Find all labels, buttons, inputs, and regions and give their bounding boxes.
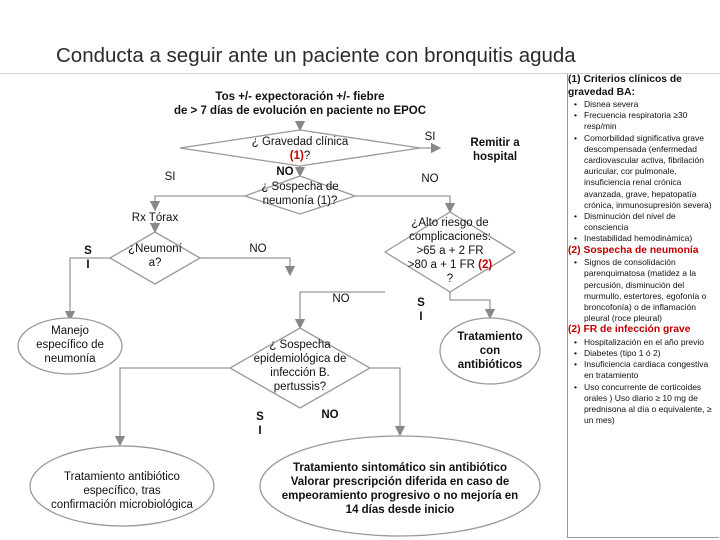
- criteria-list-neumonia: [568, 257, 719, 324]
- label-no-riesgo: NO: [332, 293, 350, 305]
- criteria-list-fr: [568, 337, 719, 427]
- criteria-item: • Signos de consolidación parenquimatosa (matidez a la percusión, disminución del murmullo, estertores, egofonía o broncofonía) o de inflamación pleural (roce pleural): [574, 257, 719, 324]
- arrow-neumonia-no: [355, 196, 450, 212]
- criteria-item: • Hospitalización en el año previo: [574, 337, 719, 348]
- criteria-list-gravedad: [568, 99, 719, 245]
- label-no-neumonia-q: NO: [421, 173, 439, 185]
- arrow-neumonia-si: [155, 196, 245, 210]
- criteria-item: • Uso concurrente de corticoides orales ) Uso diario ≥ 10 mg de prednisona al día o equivalente, ≥ un mes): [574, 382, 719, 427]
- criteria-item: • Disnea severa: [574, 99, 719, 110]
- arrow-neumonia-box-no: [200, 258, 290, 275]
- arrow-pertussis-si: [120, 368, 230, 445]
- label-si-neumonia: SI: [164, 171, 176, 183]
- riesgo-text: ¿Alto riesgo de complicaciones: >65 a + 2 FR >80 a + 1 FR (2) ?: [407, 217, 493, 285]
- rx-torax: Rx Tórax: [131, 212, 179, 224]
- criteria-heading-neumonia: (2) Sospecha de neumonía: [568, 244, 699, 256]
- criteria-heading-gravedad: (1) Criterios clínicos de gravedad BA:: [568, 74, 682, 98]
- label-no-gravedad: NO: [276, 166, 294, 178]
- criteria-item: • Comorbilidad significativa grave descompensada (enfermedad cardiovascular activa, fibrilación auricular, cor pulmonale, insuficiencia renal crónica avanzada, grave, hepatopatía crónica, inmunosupresión severa): [574, 133, 719, 211]
- label-no-neumonia-box: NO: [249, 243, 267, 255]
- manejo-neumonia: Manejo específico de neumonía: [36, 325, 104, 365]
- criteria-item: • Diabetes (tipo 1 ó 2): [574, 348, 719, 359]
- neumonia-text: ¿Neumoní a?: [128, 243, 182, 269]
- label-no-pertussis: NO: [321, 409, 339, 421]
- label-si-pertussis: S I: [256, 411, 264, 437]
- tratamiento-especifico: Tratamiento antibiótico específico, tras confirmación microbiológica: [51, 471, 193, 511]
- criteria-item: • Inestabilidad hemodinámica): [574, 233, 719, 244]
- criteria-item: • Disminución del nivel de consciencia: [574, 211, 719, 233]
- start-box: Tos +/- expectoración +/- fiebre de > 7 días de evolución en paciente no EPOC: [173, 91, 427, 117]
- slide-title: Conducta a seguir ante un paciente con bronquitis aguda: [56, 44, 576, 67]
- remitir-hospital: Remitir a hospital: [470, 137, 520, 163]
- arrow-riesgo-si: [450, 292, 490, 318]
- label-si-riesgo: S I: [417, 297, 425, 323]
- criteria-panel: [567, 74, 719, 538]
- label-si-gravedad: SI: [424, 131, 436, 143]
- gravedad-text: ¿ Gravedad clínica (1)?: [251, 136, 349, 162]
- tratamiento-antibioticos: Tratamiento con antibióticos: [457, 331, 523, 371]
- label-si-neumonia-box: S I: [84, 245, 92, 271]
- neumonia-q-text: ¿ Sospecha de neumonía (1)?: [261, 181, 339, 207]
- pertussis-text: ¿ Sospecha epidemiológica de infección B. pertussis?: [253, 339, 347, 393]
- criteria-heading-fr: (2) FR de infección grave: [568, 324, 691, 336]
- criteria-item: • Insuficiencia cardiaca congestiva en tratamiento: [574, 359, 719, 381]
- criteria-item: • Frecuencia respiratoria ≥30 resp/min: [574, 110, 719, 132]
- tratamiento-sintomatico: Tratamiento sintomático sin antibiótico Valorar prescripción diferida en caso de empeoramiento progresivo o no mejoría en 14 días desde inicio: [281, 462, 519, 516]
- arrow-pertussis-no: [370, 368, 400, 435]
